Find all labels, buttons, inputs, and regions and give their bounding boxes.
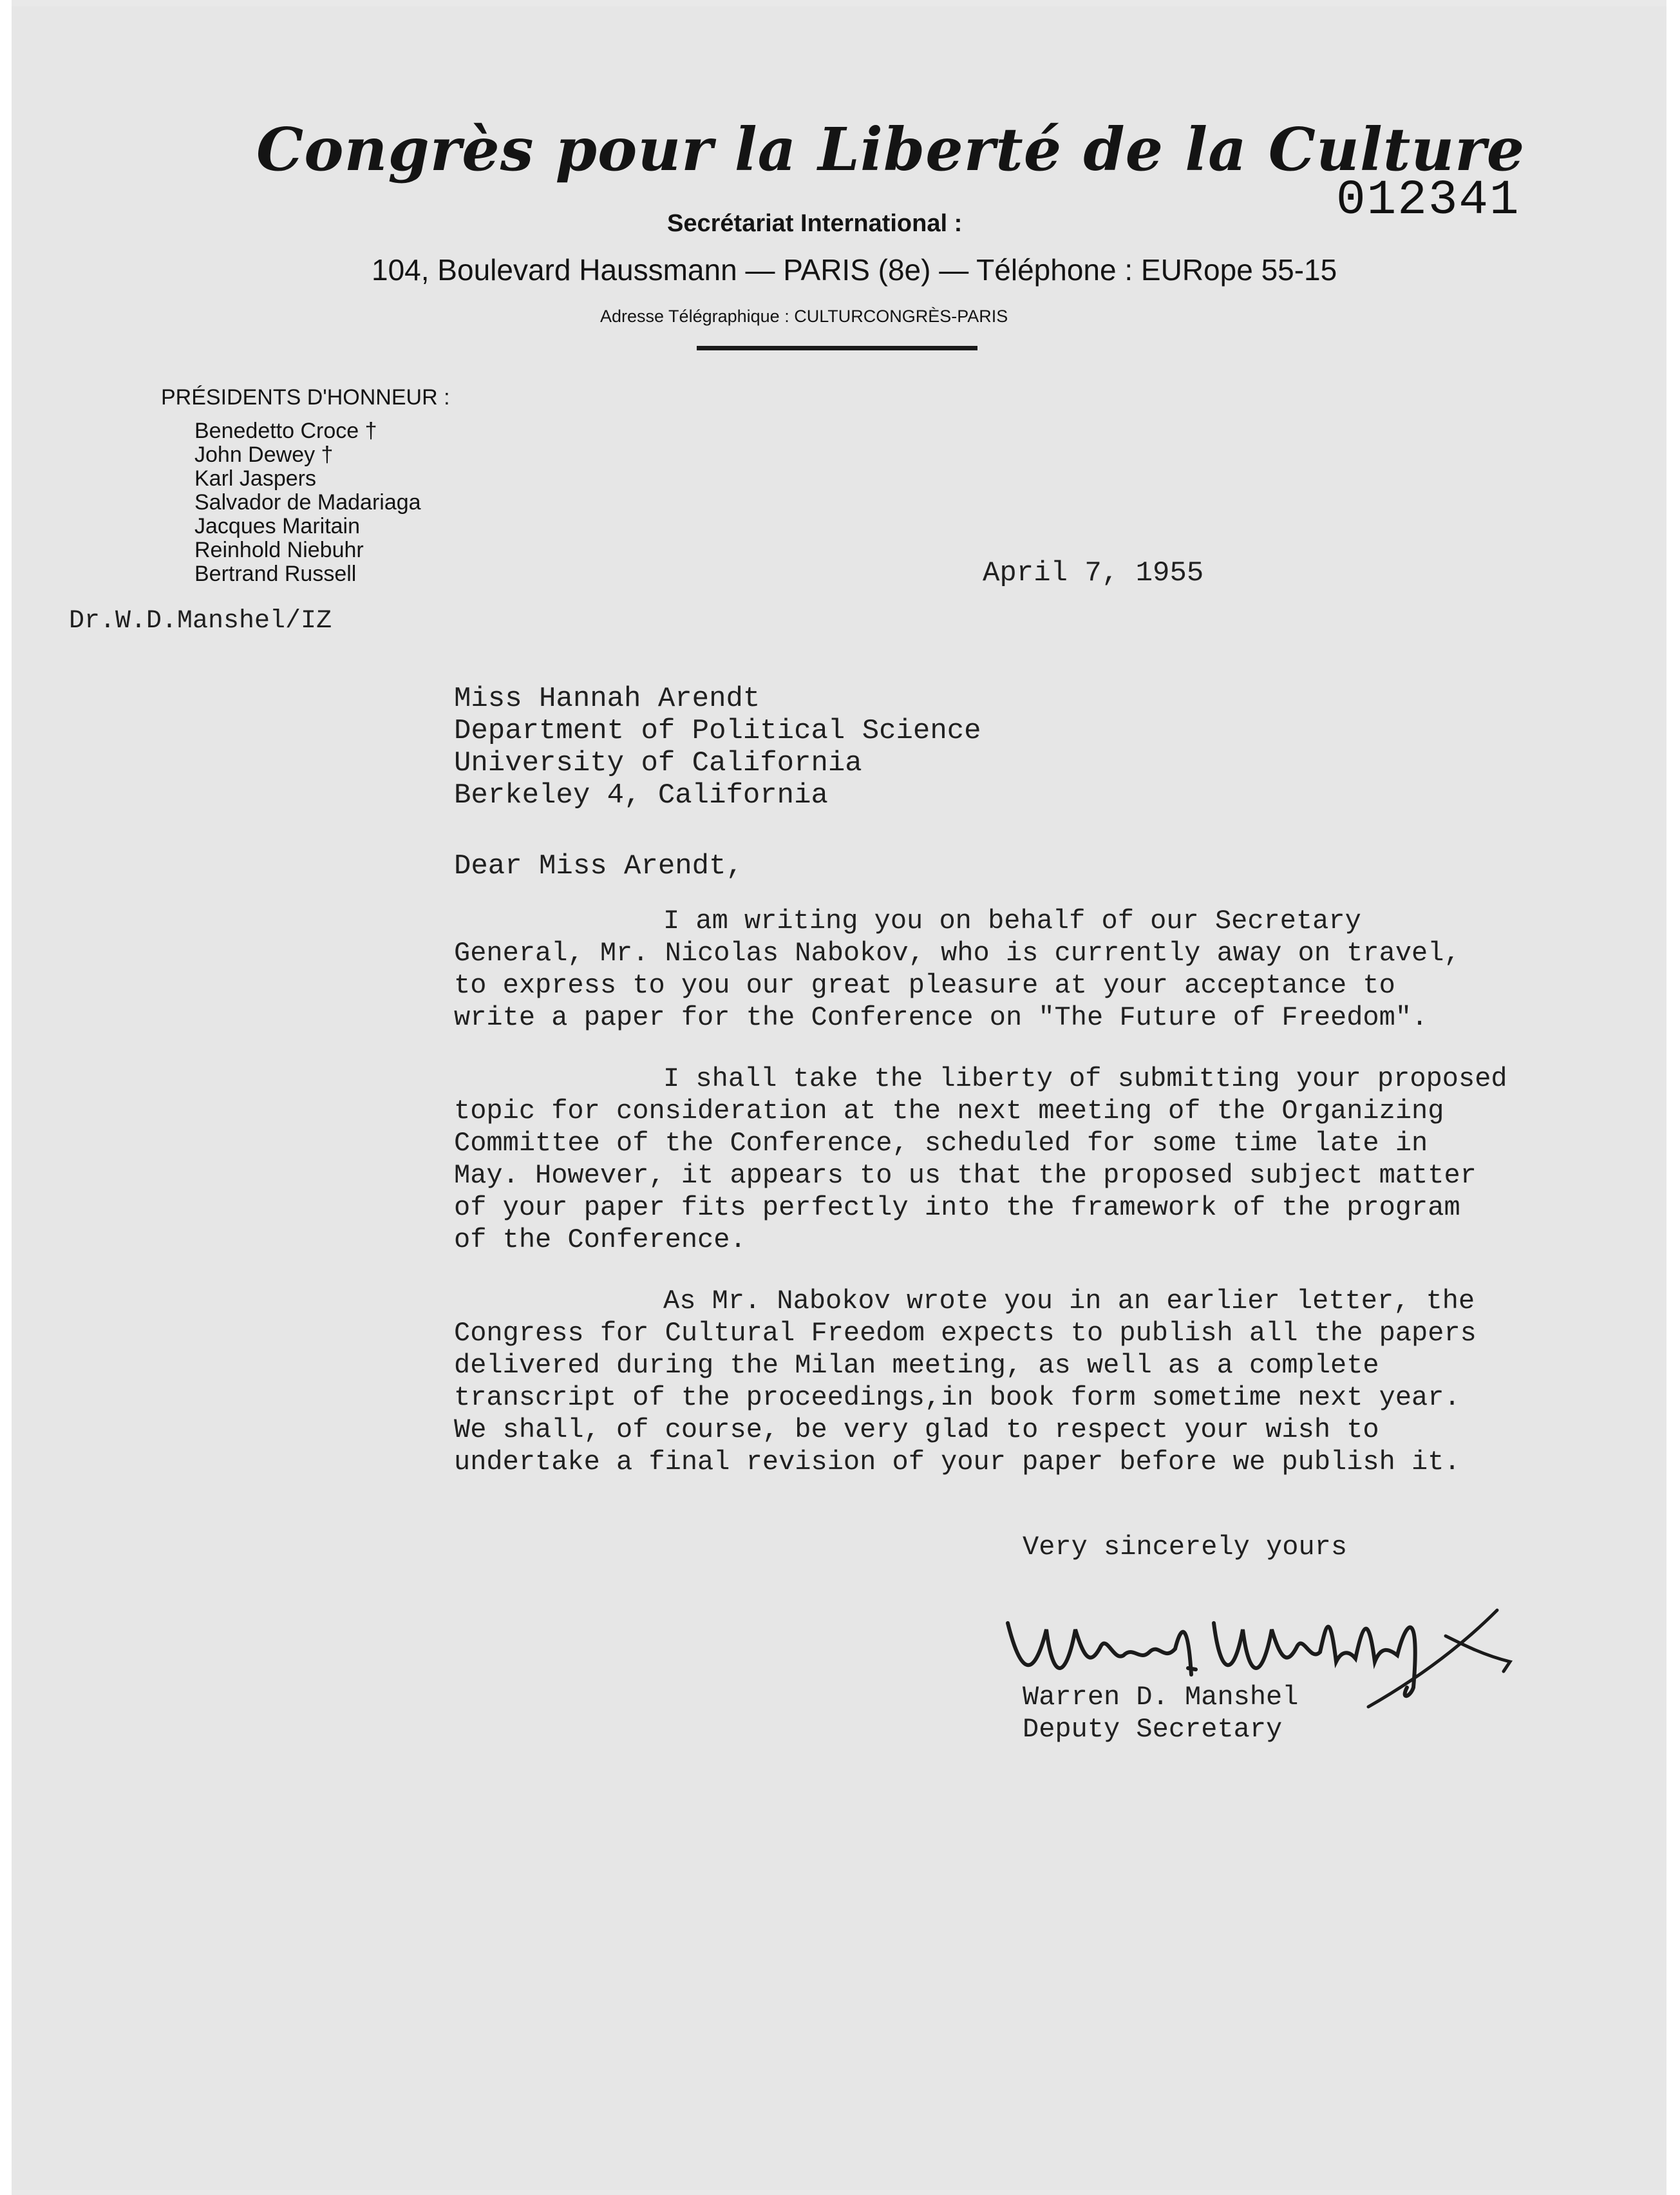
closing: Very sincerely yours [1023, 1532, 1348, 1563]
recipient-line: Miss Hannah Arendt [454, 683, 760, 715]
recipient-line: Department of Political Science [454, 715, 981, 747]
body-line: undertake a final revision of your paper before we publish it. [454, 1447, 1460, 1478]
recipient-line: University of California [454, 747, 862, 779]
body-line: We shall, of course, be very glad to respect your wish to [454, 1414, 1379, 1445]
president-name: Benedetto Croce † [194, 419, 377, 443]
signer-title: Deputy Secretary [1023, 1714, 1283, 1745]
president-name: Bertrand Russell [194, 562, 357, 586]
body-line: delivered during the Milan meeting, as well as a complete [454, 1350, 1379, 1381]
recipient-address [454, 683, 981, 812]
body-line: I am writing you on behalf of our Secretary [663, 906, 1361, 936]
scan-border-right [1666, 0, 1680, 2195]
body-line: As Mr. Nabokov wrote you in an earlier letter, the [663, 1286, 1475, 1316]
body-line: to express to you our great pleasure at your acceptance to [454, 970, 1395, 1001]
president-name: Jacques Maritain [194, 514, 361, 538]
reference-initials: Dr.W.D.Manshel/IZ [69, 607, 332, 636]
body-line: topic for consideration at the next meeting of the Organizing [454, 1096, 1444, 1126]
body-line: write a paper for the Conference on "The Future of Freedom". [454, 1002, 1428, 1033]
telegraph-address: Adresse Télégraphique : CULTURCONGRÈS-PARIS [600, 307, 1008, 326]
body-line: Congress for Cultural Freedom expects to publish all the papers [454, 1318, 1477, 1349]
body-line: Committee of the Conference, scheduled for some time late in [454, 1128, 1428, 1159]
letterhead-address: 104, Boulevard Haussmann — PARIS (8e) — Téléphone : EURope 55-15 [372, 253, 1337, 287]
signer-name: Warren D. Manshel [1023, 1682, 1299, 1713]
president-name: Salvador de Madariaga [194, 490, 421, 515]
president-name: John Dewey † [194, 442, 334, 467]
presidents-heading: PRÉSIDENTS D'HONNEUR : [161, 385, 450, 410]
body-line: of your paper fits perfectly into the framework of the program [454, 1192, 1460, 1223]
document-number: 012341 [1336, 173, 1520, 228]
secretariat-label: Secrétariat International : [667, 210, 963, 237]
letter-date: April 7, 1955 [983, 557, 1204, 589]
salutation: Dear Miss Arendt, [454, 850, 743, 882]
president-name: Reinhold Niebuhr [194, 538, 364, 562]
body-line: transcript of the proceedings,in book form sometime next year. [454, 1382, 1460, 1413]
presidents-list [194, 419, 421, 586]
body-line: May. However, it appears to us that the proposed subject matter [454, 1160, 1477, 1191]
letterhead-divider [697, 346, 977, 350]
organization-name: Congrès pour la Liberté de la Culture [256, 115, 1525, 184]
body-line: of the Conference. [454, 1224, 746, 1255]
body-line: I shall take the liberty of submitting your proposed [663, 1063, 1507, 1094]
body-line: General, Mr. Nicolas Nabokov, who is currently away on travel, [454, 938, 1460, 969]
scan-border-left [0, 0, 12, 2195]
recipient-line: Berkeley 4, California [454, 779, 828, 812]
president-name: Karl Jaspers [194, 466, 316, 491]
